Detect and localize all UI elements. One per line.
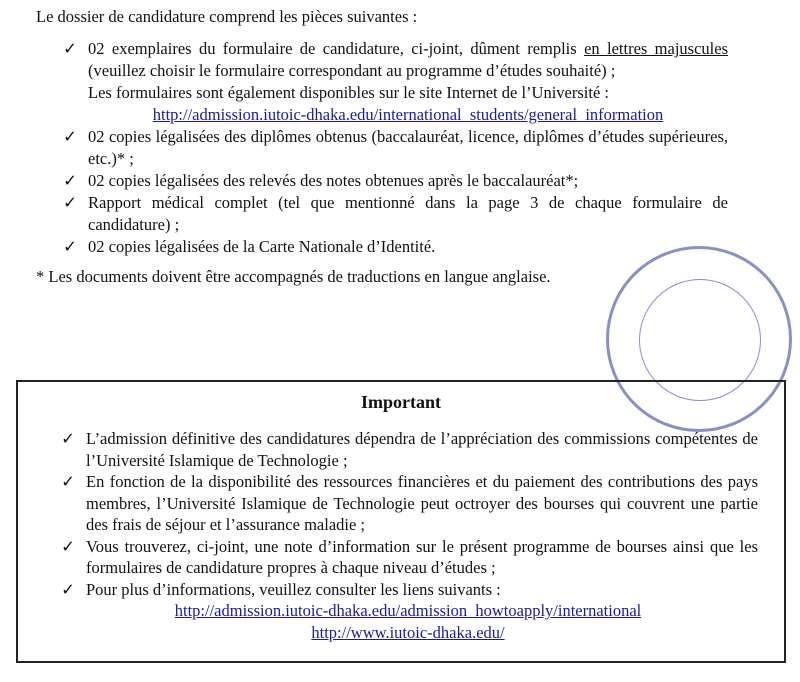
item-text: Pour plus d’informations, veuillez consulter les liens suivants : (86, 579, 501, 599)
check-icon: ✓ (61, 579, 75, 599)
item-text: Vous trouverez, ci-joint, une note d’information sur le présent programme de bourses ainsi que les formulaires de candidature propres à chaque niveau d’études ; (86, 536, 758, 577)
item-text: Rapport médical complet (tel que mentionné dans la page 3 de chaque formulaire de candidature) ; (88, 193, 728, 234)
important-title: Important (361, 392, 441, 412)
list-item (60, 170, 728, 192)
item-text: 02 copies légalisées des diplômes obtenus (baccalauréat, licence, diplômes d’études supérieures, etc.)* ; (88, 127, 728, 168)
required-documents-list (60, 38, 728, 258)
item-text: En fonction de la disponibilité des ressources financières et du paiement des contributions des pays membres, l’Université Islamique de Technologie peut octroyer des bourses qui couvrent une partie des frais de séjour et l’assurance maladie ; (86, 472, 758, 534)
check-icon: ✓ (63, 39, 77, 58)
check-icon: ✓ (61, 429, 75, 448)
list-item (60, 236, 728, 258)
item-text: L’admission définitive des candidatures dépendra de l’appréciation des commissions compétentes de l’Université Islamique de Technologie ; (86, 429, 758, 470)
admission-link[interactable]: http://admission.iutoic-dhaka.edu/admission_howtoapply/international (174, 601, 642, 620)
check-icon: ✓ (61, 472, 75, 491)
general-information-link[interactable]: http://admission.iutoic-dhaka.edu/international_students/general_information (152, 105, 664, 124)
item-text-after: (veuillez choisir le formulaire correspondant au programme d’études souhaité) ; (88, 61, 616, 80)
availability-note: Les formulaires sont également disponibles sur le site Internet de l’Université : (88, 83, 609, 102)
list-item (58, 579, 758, 601)
item-text: 02 copies légalisées des relevés des notes obtenues après le baccalauréat*; (88, 171, 579, 190)
list-item (58, 471, 758, 536)
list-item (60, 126, 728, 170)
check-icon: ✓ (61, 536, 75, 556)
item-text: 02 copies légalisées de la Carte Nationale d’Identité. (88, 237, 436, 256)
check-icon: ✓ (63, 237, 77, 256)
check-icon: ✓ (63, 193, 77, 212)
footnote: * Les documents doivent être accompagnés de traductions en langue anglaise. (36, 267, 551, 286)
university-website-link[interactable]: http://www.iutoic-dhaka.edu/ (311, 623, 505, 642)
emphasis-underlined: en lettres majuscules (584, 39, 728, 58)
check-icon: ✓ (63, 171, 77, 190)
list-item (58, 536, 758, 579)
item-text: 02 exemplaires du formulaire de candidature, ci-joint, dûment remplis (88, 39, 585, 58)
important-box (16, 380, 786, 663)
intro-text: Le dossier de candidature comprend les pièces suivantes : (36, 7, 418, 26)
check-icon: ✓ (63, 127, 77, 146)
list-item (58, 428, 758, 471)
list-item (60, 38, 728, 126)
list-item (60, 192, 728, 236)
important-list (58, 428, 758, 644)
